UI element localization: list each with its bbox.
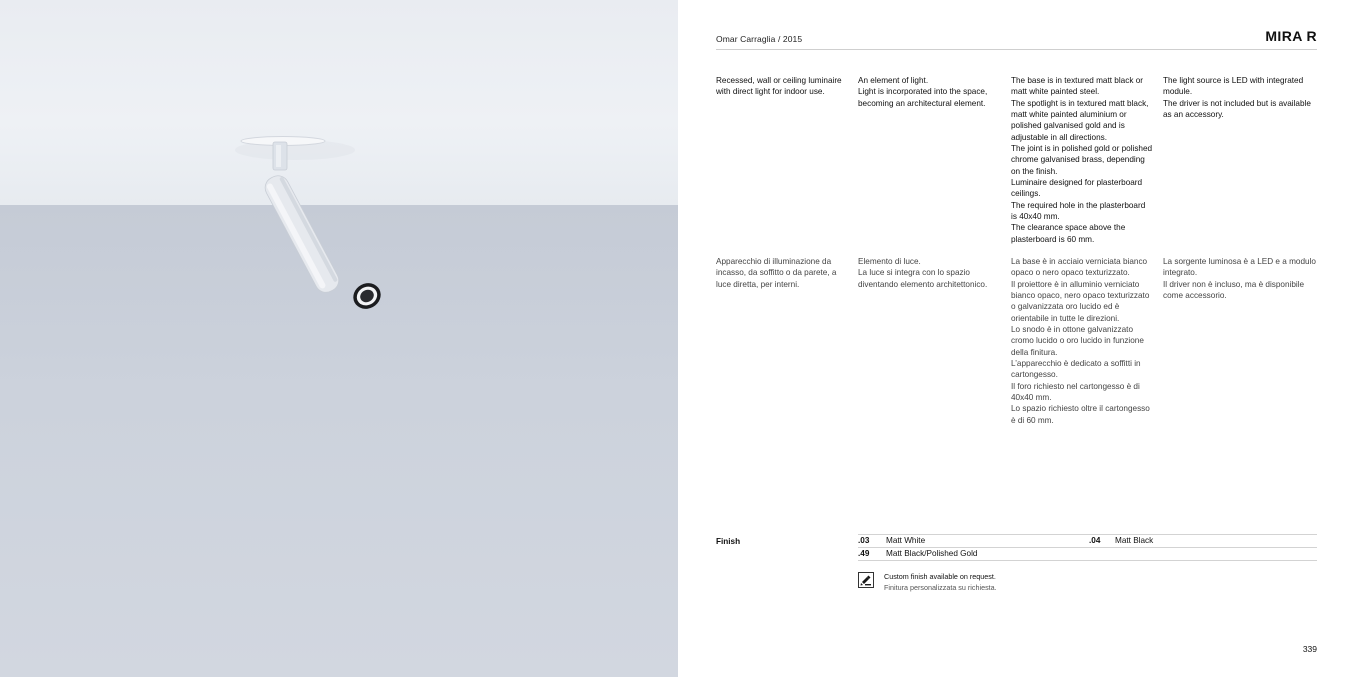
finish-name: Matt Black/Polished Gold xyxy=(886,549,978,558)
it-c1-p1: Apparecchio di illuminazione da incasso, da soffitto o da parete, a luce diretta, per interni. xyxy=(716,257,837,289)
it-column-4 xyxy=(1163,256,1317,301)
it-c3-p6: Lo spazio richiesto oltre il cartongesso è di 60 mm. xyxy=(1011,404,1150,425)
en-column-2 xyxy=(858,75,998,109)
finish-divider xyxy=(858,534,1317,535)
en-column-1 xyxy=(716,75,848,98)
custom-finish-text xyxy=(884,572,997,593)
page-number: 339 xyxy=(1302,644,1317,654)
en-c3-p2: The spotlight is in textured matt black, matt white painted aluminium or polished galvanised gold and is adjustable in all directions. xyxy=(1011,98,1149,142)
en-c4-p1: The light source is LED with integrated module. xyxy=(1163,76,1304,97)
it-c4-p2: Il driver non è incluso, ma è disponibile come accessorio. xyxy=(1163,279,1305,301)
custom-finish-en: Custom finish available on request. xyxy=(884,572,996,581)
en-c2-p1: An element of light. xyxy=(858,76,929,85)
finish-divider xyxy=(858,560,1317,561)
it-c3-p3: Lo snodo è in ottone galvanizzato cromo lucido o oro lucido in funzione della finitura. xyxy=(1011,325,1144,357)
finish-code: .49 xyxy=(858,549,870,558)
it-column-3 xyxy=(1011,256,1153,426)
finish-label: Finish xyxy=(716,537,741,546)
it-c3-p5: Il foro richiesto nel cartongesso è di 40x40 mm. xyxy=(1011,381,1140,403)
en-c3-p1: The base is in textured matt black or matt white painted steel. xyxy=(1011,76,1143,97)
it-c3-p2: Il proiettore è in alluminio verniciato bianco opaco, nero opaco texturizzato o galvanizzata oro lucido ed è orientabile in tutte le direzioni. xyxy=(1011,279,1150,323)
paint-brush-icon xyxy=(858,572,874,588)
finish-code: .04 xyxy=(1089,536,1101,545)
it-column-2 xyxy=(858,256,998,290)
en-column-4 xyxy=(1163,75,1317,120)
en-c3-p5: The required hole in the plasterboard is 40x40 mm. xyxy=(1011,200,1146,222)
en-column-3 xyxy=(1011,75,1153,245)
finish-name: Matt White xyxy=(886,536,926,545)
it-c2-p1: Elemento di luce. xyxy=(858,257,921,266)
en-c3-p6: The clearance space above the plasterboard is 60 mm. xyxy=(1011,223,1126,244)
finish-code: .03 xyxy=(858,536,870,545)
page-header xyxy=(716,28,1317,50)
custom-finish-it: Finitura personalizzata su richiesta. xyxy=(884,582,997,592)
it-c3-p1: La base è in acciaio verniciata bianco opaco o nero opaco texturizzato. xyxy=(1011,257,1148,278)
en-c1-p1: Recessed, wall or ceiling luminaire with direct light for indoor use. xyxy=(716,76,842,97)
it-c3-p4: L’apparecchio è dedicato a soffitti in cartongesso. xyxy=(1011,359,1141,380)
en-c2-p2: Light is incorporated into the space, becoming an architectural element. xyxy=(858,87,988,108)
it-column-1 xyxy=(716,256,848,290)
finish-name: Matt Black xyxy=(1115,536,1154,545)
it-c2-p2: La luce si integra con lo spazio diventando elemento architettonico. xyxy=(858,268,988,289)
en-c4-p2: The driver is not included but is available as an accessory. xyxy=(1163,98,1311,120)
en-c3-p3: The joint is in polished gold or polished chrome galvanised brass, depending on the finish. xyxy=(1011,144,1153,176)
designer-credit: Omar Carraglia / 2015 xyxy=(716,34,803,44)
spec-page xyxy=(678,0,1355,677)
it-c4-p1: La sorgente luminosa è a LED e a modulo integrato. xyxy=(1163,257,1316,278)
finish-divider xyxy=(858,547,1317,548)
product-title: MIRA R xyxy=(1265,28,1317,44)
en-c3-p4: Luminaire designed for plasterboard ceilings. xyxy=(1011,178,1143,199)
